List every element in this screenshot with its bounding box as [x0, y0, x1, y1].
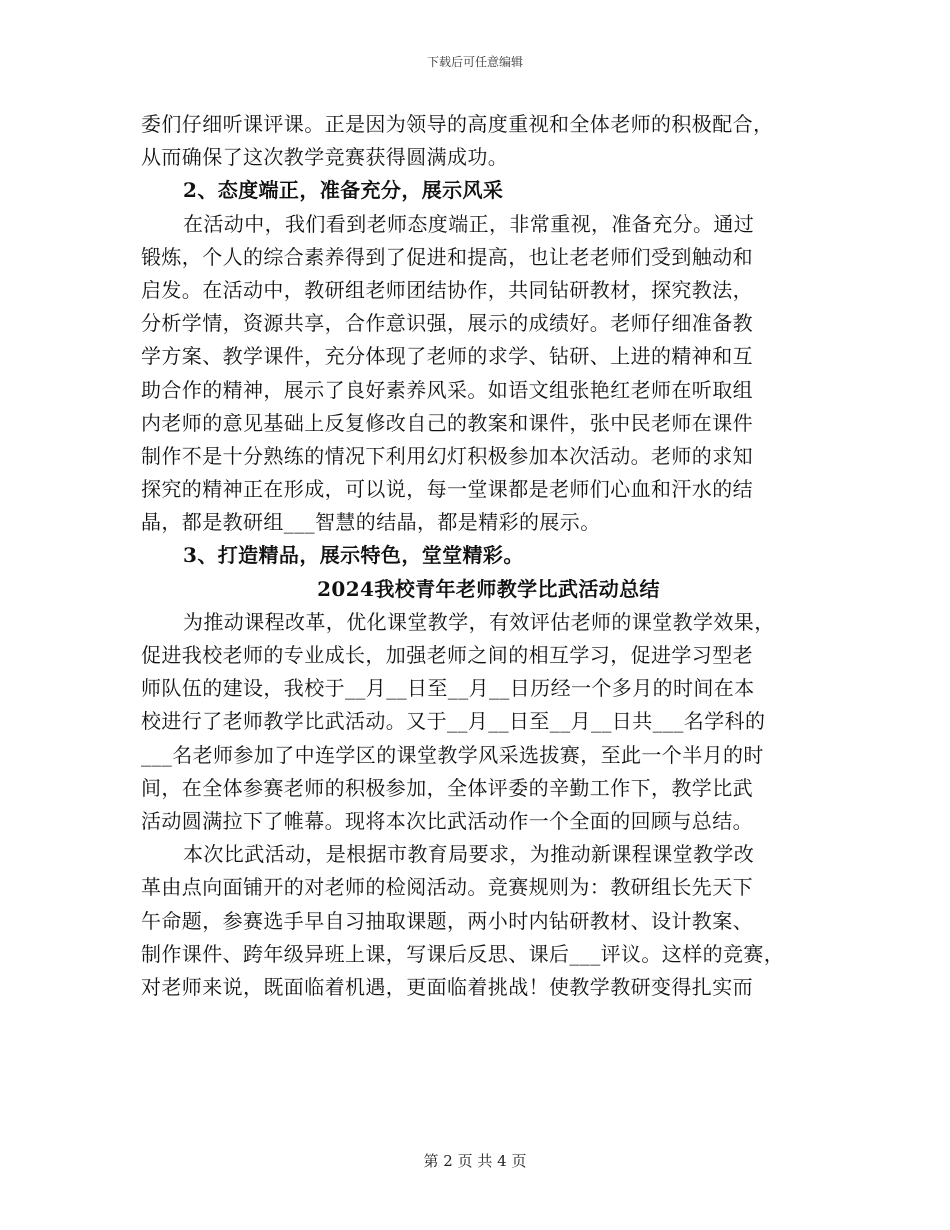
- paragraph-line: 学方案、教学课件，充分体现了老师的求学、钻研、上进的精神和互: [141, 344, 753, 369]
- paragraph-line: 分析学情，资源共享，合作意识强，展示的成绩好。老师仔细准备教: [141, 311, 753, 336]
- paragraph-line: 助合作的精神，展示了良好素养风采。如语文组张艳红老师在听取组: [141, 377, 753, 402]
- paragraph-line: 为推动课程改革，优化课堂教学，有效评估老师的课堂教学效果，: [183, 609, 775, 634]
- paragraph-line: ___名老师参加了中连学区的课堂教学风采选拔赛，至此一个半月的时: [141, 742, 764, 767]
- document-title: 2024我校青年老师教学比武活动总结: [317, 576, 660, 601]
- paragraph-line: 探究的精神正在形成，可以说，每一堂课都是老师们心血和汗水的结: [141, 477, 753, 502]
- paragraph-line: 师队伍的建设，我校于__月__日至__月__日历经一个多月的时间在本: [141, 676, 755, 701]
- paragraph-line: 本次比武活动，是根据市教育局要求，为推动新课程课堂教学改: [183, 842, 755, 867]
- section-heading: 3、打造精品，展示特色，堂堂精彩。: [183, 543, 524, 568]
- paragraph-line: 晶，都是教研组___智慧的结晶，都是精彩的展示。: [141, 510, 601, 535]
- paragraph-line: 革由点向面铺开的对老师的检阅活动。竞赛规则为：教研组长先天下: [141, 875, 753, 900]
- page-header: 下载后可任意编辑: [426, 55, 523, 69]
- paragraph-line: 内老师的意见基础上反复修改自己的教案和课件，张中民老师在课件: [141, 410, 753, 435]
- paragraph-line: 从而确保了这次教学竞赛获得圆满成功。: [141, 145, 509, 170]
- paragraph-line: 制作不是十分熟练的情况下利用幻灯积极参加本次活动。老师的求知: [141, 443, 753, 468]
- paragraph-line: 在活动中，我们看到老师态度端正，非常重视，准备充分。通过: [183, 211, 755, 236]
- page-footer: 第 2 页 共 4 页: [423, 1152, 527, 1170]
- section-heading: 2、态度端正，准备充分，展示风采: [183, 178, 504, 203]
- paragraph-line: 午命题，参赛选手早自习抽取课题，两小时内钻研教材、设计教案、: [141, 908, 753, 933]
- paragraph-line: 对老师来说，既面临着机遇，更面临着挑战！使教学教研变得扎实而: [141, 974, 753, 999]
- paragraph-line: 委们仔细听课评课。正是因为领导的高度重视和全体老师的积极配合，: [141, 112, 774, 136]
- paragraph-line: 促进我校老师的专业成长，加强老师之间的相互学习，促进学习型老: [141, 643, 753, 667]
- paragraph-line: 启发。在活动中，教研组老师团结协作，共同钻研教材，探究教法，: [141, 277, 753, 302]
- document-body: [141, 108, 816, 1004]
- paragraph-line: 活动圆满拉下了帷幕。现将本次比武活动作一个全面的回顾与总结。: [141, 808, 753, 833]
- paragraph-line: 间，在全体参赛老师的积极参加，全体评委的辛勤工作下，教学比武: [141, 775, 753, 800]
- paragraph-line: 制作课件、跨年级异班上课，写课后反思、课后___评议。这样的竞赛，: [141, 941, 785, 966]
- paragraph-line: 校进行了老师教学比武活动。又于__月__日至__月__日共___名学科的: [141, 709, 766, 734]
- paragraph-line: 锻炼，个人的综合素养得到了促进和提高，也让老老师们受到触动和: [141, 244, 753, 269]
